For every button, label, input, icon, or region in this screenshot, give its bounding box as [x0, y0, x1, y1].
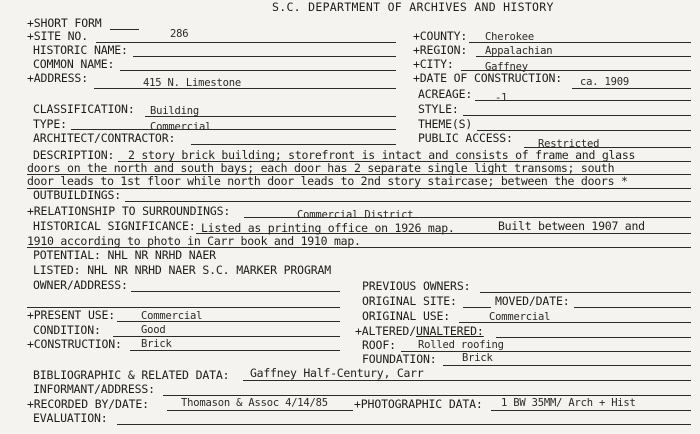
- site-no-value: 286: [170, 28, 189, 40]
- architect-line: [191, 144, 396, 145]
- site-no-label: +SITE NO.: [27, 29, 88, 43]
- site-no-line: [96, 42, 396, 43]
- informant-line: [163, 395, 691, 396]
- type-line: [71, 129, 396, 130]
- photographic-data-value: 1 BW 35MM/ Arch + Hist: [501, 397, 636, 409]
- region-value: Appalachian: [485, 45, 553, 57]
- listed-row: LISTED: NHL NR NRHD NAER S.C. MARKER PROGRAM: [33, 263, 332, 277]
- style-label: STYLE:: [418, 102, 459, 116]
- city-label: +CITY:: [413, 57, 454, 71]
- previous-owners-label: PREVIOUS OWNERS:: [362, 279, 471, 293]
- description-line-1: 2 story brick building; storefront is intact and consists of frame and glass: [128, 148, 636, 162]
- altered-line: [496, 337, 691, 338]
- common-name-line: [120, 70, 396, 71]
- public-access-value: Restricted: [538, 138, 600, 150]
- present-use-value: Commercial: [141, 310, 203, 322]
- address-line: [94, 88, 396, 89]
- address-label: +ADDRESS:: [27, 71, 88, 85]
- acreage-value: -1: [495, 92, 508, 104]
- historic-name-line: [133, 56, 396, 57]
- informant-label: INFORMANT/ADDRESS:: [33, 382, 155, 396]
- altered-prefix: +ALTERED/: [355, 324, 416, 338]
- foundation-value: Brick: [462, 352, 493, 364]
- region-label: +REGION:: [413, 43, 468, 57]
- county-value: Cherokee: [485, 31, 534, 43]
- recorded-by-value: Thomason & Assoc 4/14/85: [181, 397, 328, 409]
- roof-label: ROOF:: [362, 338, 396, 352]
- photographic-data-line: [491, 410, 691, 411]
- type-label: TYPE:: [33, 117, 67, 131]
- date-of-construction-line: [572, 88, 691, 89]
- condition-line: [113, 336, 340, 337]
- historic-name-label: HISTORIC NAME:: [33, 43, 128, 57]
- classification-value: Building: [150, 105, 199, 117]
- original-site-label: ORIGINAL SITE:: [362, 294, 457, 308]
- roof-value: Rolled roofing: [418, 339, 504, 351]
- condition-label: CONDITION:: [33, 323, 101, 337]
- acreage-label: ACREAGE:: [418, 87, 473, 101]
- recorded-by-label: +RECORDED BY/DATE:: [27, 397, 149, 411]
- page-title: S.C. DEPARTMENT OF ARCHIVES AND HISTORY: [272, 0, 554, 14]
- original-use-value: Commercial: [489, 311, 551, 323]
- original-use-label: ORIGINAL USE:: [362, 309, 451, 323]
- relationship-label: +RELATIONSHIP TO SURROUNDINGS:: [27, 204, 231, 218]
- historical-significance-line-3: 1910 according to photo in Carr book and 1910 map.: [27, 234, 361, 248]
- recorded-by-line: [167, 410, 353, 411]
- photographic-data-label: +PHOTOGRAPHIC DATA:: [354, 397, 483, 411]
- type-value: Commercial: [150, 121, 212, 133]
- themes-label: THEME(S): [418, 117, 473, 131]
- owner-address-label: OWNER/ADDRESS:: [33, 278, 128, 292]
- description-label: DESCRIPTION:: [33, 148, 115, 162]
- outbuildings-label: OUTBUILDINGS:: [33, 188, 122, 202]
- classification-label: CLASSIFICATION:: [33, 102, 135, 116]
- construction-value: Brick: [141, 338, 172, 350]
- address-value: 415 N. Limestone: [143, 77, 241, 89]
- roof-line: [401, 351, 691, 352]
- bibliographic-value: Gaffney Half-Century, Carr: [250, 366, 424, 380]
- description-underline-3: [27, 188, 691, 189]
- bibliographic-line: [243, 380, 691, 381]
- architect-label: ARCHITECT/CONTRACTOR:: [33, 131, 176, 145]
- altered-label: [355, 325, 484, 338]
- short-form-line: [110, 29, 139, 30]
- outbuildings-line: [125, 201, 691, 202]
- bibliographic-label: BIBLIOGRAPHIC & RELATED DATA:: [33, 368, 230, 382]
- public-access-label: PUBLIC ACCESS:: [418, 131, 513, 145]
- historical-significance-line-2: Built between 1907 and: [498, 219, 645, 233]
- description-line-2: doors on the north and south bays; each door has 2 separate single light transoms; south: [27, 161, 615, 175]
- condition-value: Good: [141, 324, 166, 336]
- common-name-label: COMMON NAME:: [33, 57, 115, 71]
- description-line-3: door leads to 1st floor while north door leads to 2nd story staircase; between the doors *: [27, 174, 628, 188]
- date-of-construction-value: ca. 1909: [580, 76, 629, 88]
- historical-significance-line-1: Listed as printing office on 1926 map.: [201, 221, 455, 235]
- potential-row: POTENTIAL: NHL NR NRHD NAER: [33, 248, 216, 262]
- short-form-label: +SHORT FORM: [27, 16, 102, 30]
- foundation-label: FOUNDATION:: [362, 352, 437, 366]
- owner-address-line: [131, 291, 340, 292]
- city-value: Gaffney: [485, 61, 528, 73]
- date-of-construction-label: +DATE OF CONSTRUCTION:: [413, 71, 563, 85]
- construction-label: +CONSTRUCTION:: [27, 337, 122, 351]
- county-label: +COUNTY:: [413, 29, 468, 43]
- style-line: [463, 115, 691, 116]
- previous-owners-line: [480, 292, 691, 293]
- relationship-value: Commercial District: [297, 209, 414, 221]
- original-site-line: [463, 307, 491, 308]
- evaluation-line: [117, 424, 691, 425]
- acreage-line: [475, 100, 691, 101]
- construction-line: [130, 350, 340, 351]
- historical-significance-label: HISTORICAL SIGNIFICANCE:: [33, 219, 196, 233]
- present-use-label: +PRESENT USE:: [27, 308, 116, 322]
- moved-date-line: [574, 307, 691, 308]
- moved-date-label: MOVED/DATE:: [495, 294, 570, 308]
- foundation-line: [443, 365, 691, 366]
- unaltered-label: UNALTERED:: [415, 324, 484, 338]
- evaluation-label: EVALUATION:: [33, 411, 108, 425]
